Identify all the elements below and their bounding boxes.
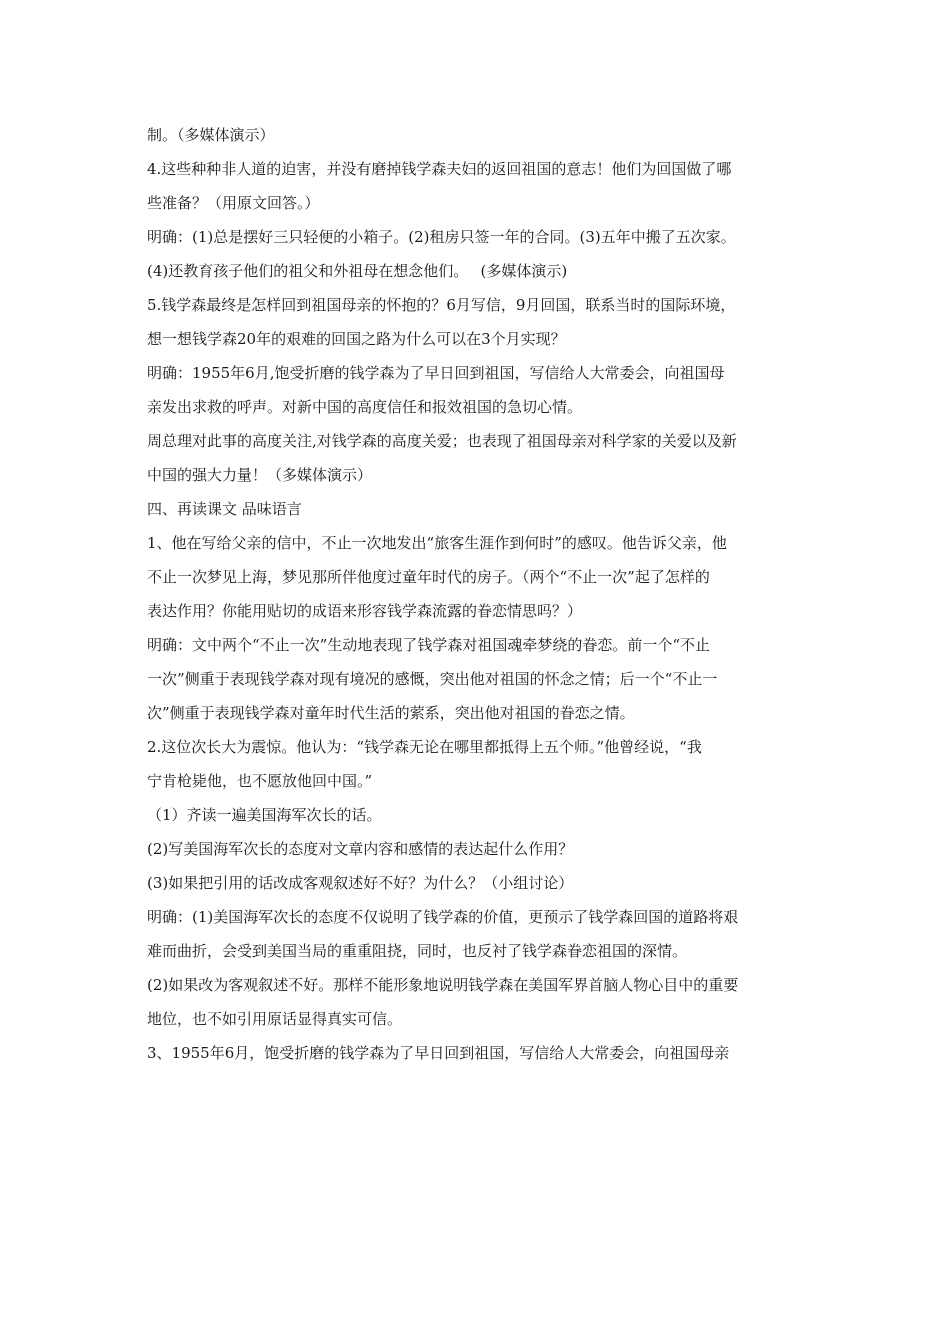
text-line: 4.这些种种非人道的迫害，并没有磨掉钱学森夫妇的返回祖国的意志！他们为回国做了哪 bbox=[147, 160, 732, 178]
text-line: 2.这位次长大为震惊。他认为：“钱学森无论在哪里都抵得上五个师。”他曾经说，“我 bbox=[147, 738, 702, 756]
text-line: 难而曲折，会受到美国当局的重重阻挠，同时，也反衬了钱学森眷恋祖国的深情。 bbox=[147, 942, 688, 960]
text-line: (2)如果改为客观叙述不好。那样不能形象地说明钱学森在美国军界首脑人物心目中的重要 bbox=[147, 976, 739, 994]
text-line: 些准备？（用原文回答。） bbox=[147, 194, 320, 212]
text-line: 5.钱学森最终是怎样回到祖国母亲的怀抱的？6月写信，9月回国，联系当时的国际环境， bbox=[147, 296, 736, 314]
text-line: 明确：(1)美国海军次长的态度不仅说明了钱学森的价值，更预示了钱学森回国的道路将艰 bbox=[147, 908, 739, 926]
document-body bbox=[147, 118, 812, 1070]
text-line: （1）齐读一遍美国海军次长的话。 bbox=[147, 806, 382, 824]
text-line: (3)如果把引用的话改成客观叙述好不好？为什么？（小组讨论） bbox=[147, 874, 574, 892]
text-line: 明确：1955年6月,饱受折磨的钱学森为了早日回到祖国，写信给人大常委会，向祖国母 bbox=[147, 364, 725, 382]
text-line: 表达作用？你能用贴切的成语来形容钱学森流露的眷恋情思吗？） bbox=[147, 602, 583, 620]
text-line: 3、1955年6月，饱受折磨的钱学森为了早日回到祖国，写信给人大常委会，向祖国母亲 bbox=[147, 1044, 730, 1062]
text-line: 宁肯枪毙他，也不愿放他回中国。” bbox=[147, 772, 373, 790]
text-line: 亲发出求救的呼声。对新中国的高度信任和报效祖国的急切心情。 bbox=[147, 398, 583, 416]
text-line: 想一想钱学森20年的艰难的回国之路为什么可以在3个月实现？ bbox=[147, 330, 566, 348]
text-line: (4)还教育孩子他们的祖父和外祖母在想念他们。 (多媒体演示) bbox=[147, 262, 568, 280]
text-line: 地位，也不如引用原话显得真实可信。 bbox=[147, 1010, 403, 1028]
text-line: 1、他在写给父亲的信中，不止一次地发出“旅客生涯作到何时”的感叹。他告诉父亲，他 bbox=[147, 534, 727, 552]
text-line: 中国的强大力量！（多媒体演示） bbox=[147, 466, 373, 484]
text-line: 不止一次梦见上海，梦见那所伴他度过童年时代的房子。（两个“不止一次”起了怎样的 bbox=[147, 568, 710, 586]
text-line: 周总理对此事的高度关注,对钱学森的高度关爱；也表现了祖国母亲对科学家的关爱以及新 bbox=[147, 432, 737, 450]
section-heading: 四、再读课文 品味语言 bbox=[147, 500, 302, 518]
text-line: (2)写美国海军次长的态度对文章内容和感情的表达起什么作用？ bbox=[147, 840, 574, 858]
text-line: 次”侧重于表现钱学森对童年时代生活的萦系，突出他对祖国的眷恋之情。 bbox=[147, 704, 635, 722]
text-line: 一次”侧重于表现钱学森对现有境况的感慨，突出他对祖国的怀念之情；后一个“不止一 bbox=[147, 670, 718, 688]
text-line: 制。（多媒体演示） bbox=[147, 126, 275, 144]
text-line: 明确：文中两个“不止一次”生动地表现了钱学森对祖国魂牵梦绕的眷恋。前一个“不止 bbox=[147, 636, 711, 654]
text-line: 明确：(1)总是摆好三只轻便的小箱子。(2)租房只签一年的合同。(3)五年中搬了五次家。 bbox=[147, 228, 736, 246]
